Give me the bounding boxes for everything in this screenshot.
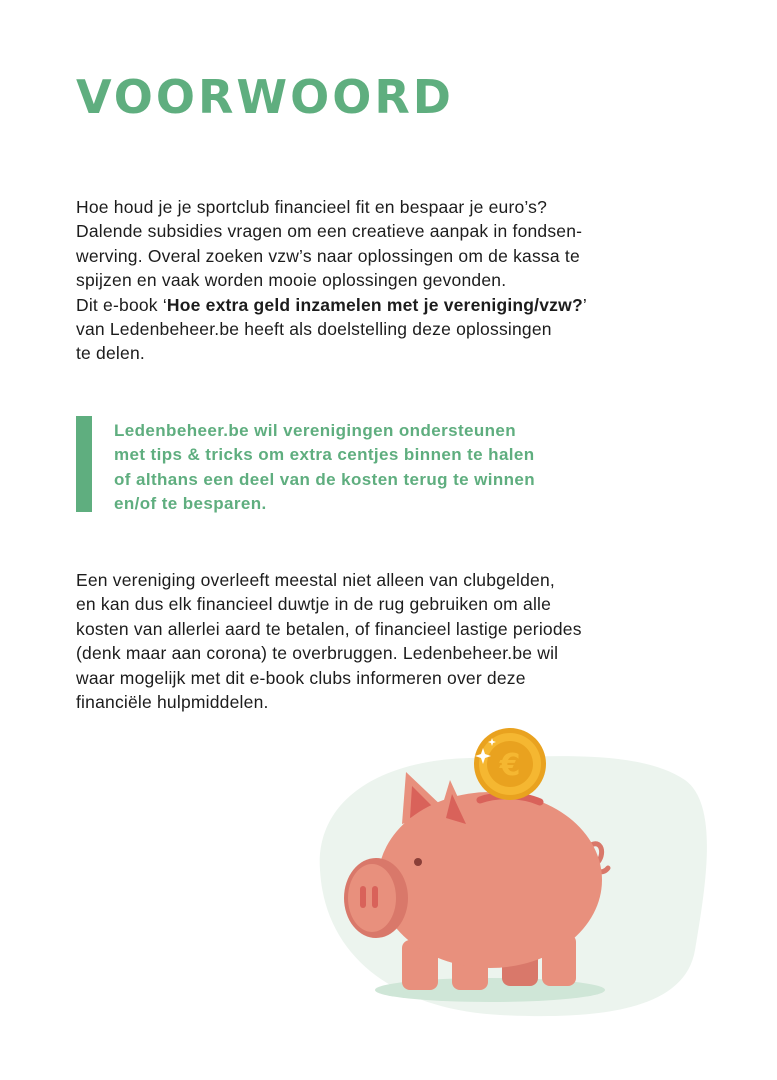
intro-line: van Ledenbeheer.be heeft als doelstelling deze oplossingen — [76, 319, 552, 340]
intro-line: Dalende subsidies vragen om een creatieve aanpak in fondsen- — [76, 221, 583, 242]
quote-bar — [76, 416, 92, 512]
quote-line: of althans een deel van de kosten terug te winnen — [114, 469, 536, 489]
intro-text: Dit e-book ‘ — [76, 294, 167, 315]
quote-line: Ledenbeheer.be wil verenigingen ondersteunen — [114, 421, 517, 440]
quote-line: en/of te besparen. — [114, 494, 267, 514]
body-line: (denk maar aan corona) te overbruggen. Ledenbeheer.be wil — [76, 643, 559, 664]
quote-line: met tips & tricks om extra centjes binnen te halen — [114, 445, 535, 465]
pull-quote — [76, 416, 636, 512]
ebook-title: Hoe extra geld inzamelen met je vereniging/vzw? — [166, 294, 583, 315]
intro-text: ’ — [582, 294, 587, 315]
page-title: VOORWOORD — [76, 70, 454, 124]
body-line: en kan dus elk financieel duwtje in de rug gebruiken om alle — [76, 594, 552, 615]
body-paragraph — [76, 568, 716, 714]
body-line: financiële hulpmiddelen. — [76, 692, 269, 713]
intro-line — [76, 293, 716, 317]
intro-line: werving. Overal zoeken vzw’s naar oplossingen om de kassa te — [76, 245, 580, 266]
body-line: kosten van allerlei aard te betalen, of financieel lastige periodes — [76, 618, 582, 639]
body-line: waar mogelijk met dit e-book clubs informeren over deze — [76, 667, 526, 688]
quote-text — [114, 419, 535, 517]
piggy-bank-illustration — [300, 720, 720, 1020]
euro-coin-icon — [474, 728, 546, 800]
intro-line: Hoe houd je je sportclub financieel fit en bespaar je euro’s? — [76, 197, 548, 217]
intro-line: te delen. — [76, 343, 145, 364]
svg-text:€: € — [499, 748, 521, 783]
intro-paragraph — [76, 195, 716, 366]
intro-line: spijzen en vaak worden mooie oplossingen gevonden. — [76, 270, 507, 291]
body-line: Een vereniging overleeft meestal niet alleen van clubgelden, — [76, 570, 555, 590]
